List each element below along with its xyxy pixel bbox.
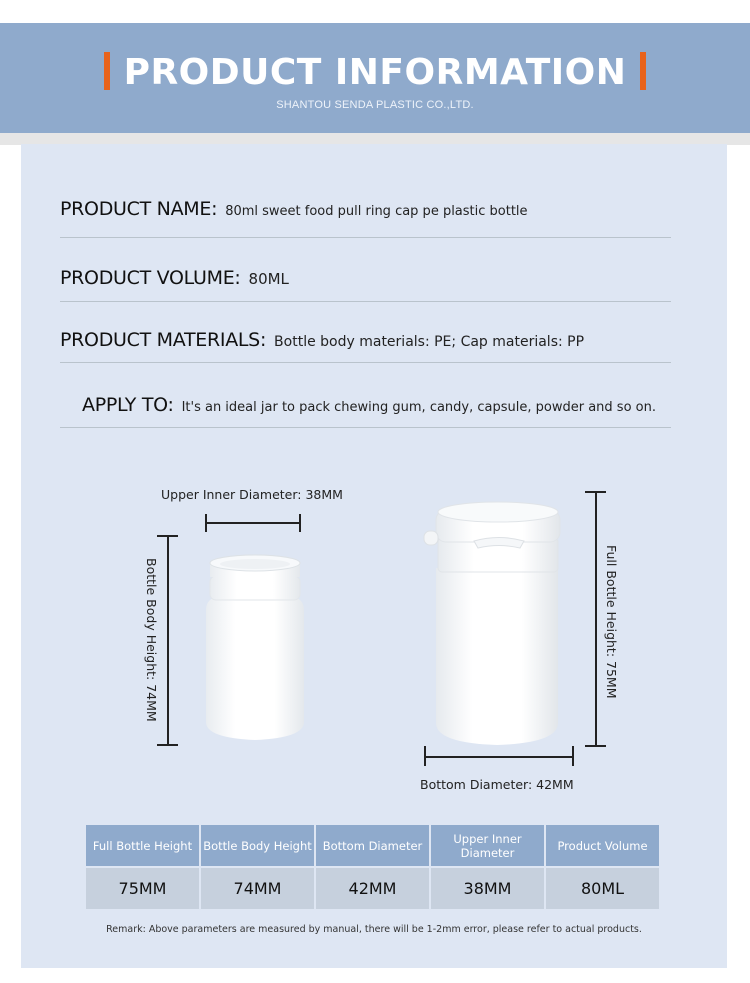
table-header: Upper Inner Diameter: [431, 825, 544, 866]
diameter-tick: [205, 514, 207, 532]
info-label: PRODUCT VOLUME:: [60, 267, 241, 289]
table-cell: 42MM: [316, 868, 429, 909]
info-row-apply-to: [60, 394, 671, 428]
info-value: It's an ideal jar to pack chewing gum, candy, capsule, powder and so on.: [181, 400, 656, 415]
bottle-body-image: [200, 550, 310, 742]
table-cell: 38MM: [431, 868, 544, 909]
banner-title-text: PRODUCT INFORMATION: [123, 52, 627, 93]
diameter-line: [205, 522, 301, 524]
accent-bar-left: [104, 52, 110, 90]
upper-inner-diameter-label: Upper Inner Diameter: 38MM: [161, 487, 343, 502]
body-height-line: [167, 535, 169, 745]
spec-table: [86, 825, 661, 909]
info-label: PRODUCT NAME:: [60, 198, 218, 220]
bottle-body-height-label: Bottle Body Height: 74MM: [144, 558, 159, 722]
info-value: 80ml sweet food pull ring cap pe plastic bottle: [225, 204, 528, 219]
table-header: Product Volume: [546, 825, 659, 866]
diameter-tick: [299, 514, 301, 532]
full-bottle-height-label: Full Bottle Height: 75MM: [604, 545, 619, 699]
table-cell: 74MM: [201, 868, 314, 909]
page-title: [0, 51, 750, 95]
info-row-product-name: [60, 198, 671, 238]
table-header-row: [86, 825, 661, 866]
table-cell: 80ML: [546, 868, 659, 909]
height-tick: [585, 491, 606, 493]
header-banner: [0, 23, 750, 133]
diameter-tick: [424, 746, 426, 766]
accent-bar-right: [640, 52, 646, 90]
remark-note: Remark: Above parameters are measured by manual, there will be 1-2mm error, please refer to actual products.: [106, 924, 642, 935]
height-tick: [157, 535, 178, 537]
full-bottle-image: [414, 498, 564, 748]
info-row-product-volume: [60, 267, 671, 302]
info-value: Bottle body materials: PE; Cap materials: PP: [274, 334, 585, 350]
info-value: 80ML: [248, 270, 289, 288]
info-row-product-materials: [60, 329, 671, 363]
diameter-tick: [572, 746, 574, 766]
table-row: [86, 866, 661, 909]
bottom-diameter-line: [424, 756, 573, 758]
table-header: Full Bottle Height: [86, 825, 199, 866]
full-height-line: [595, 491, 597, 746]
table-cell: 75MM: [86, 868, 199, 909]
info-label: PRODUCT MATERIALS:: [60, 329, 267, 351]
height-tick: [157, 744, 178, 746]
table-header: Bottle Body Height: [201, 825, 314, 866]
height-tick: [585, 745, 606, 747]
company-name: SHANTOU SENDA PLASTIC CO.,LTD.: [276, 99, 474, 111]
bottom-diameter-label: Bottom Diameter: 42MM: [420, 777, 574, 792]
table-header: Bottom Diameter: [316, 825, 429, 866]
info-label: APPLY TO:: [82, 394, 174, 416]
